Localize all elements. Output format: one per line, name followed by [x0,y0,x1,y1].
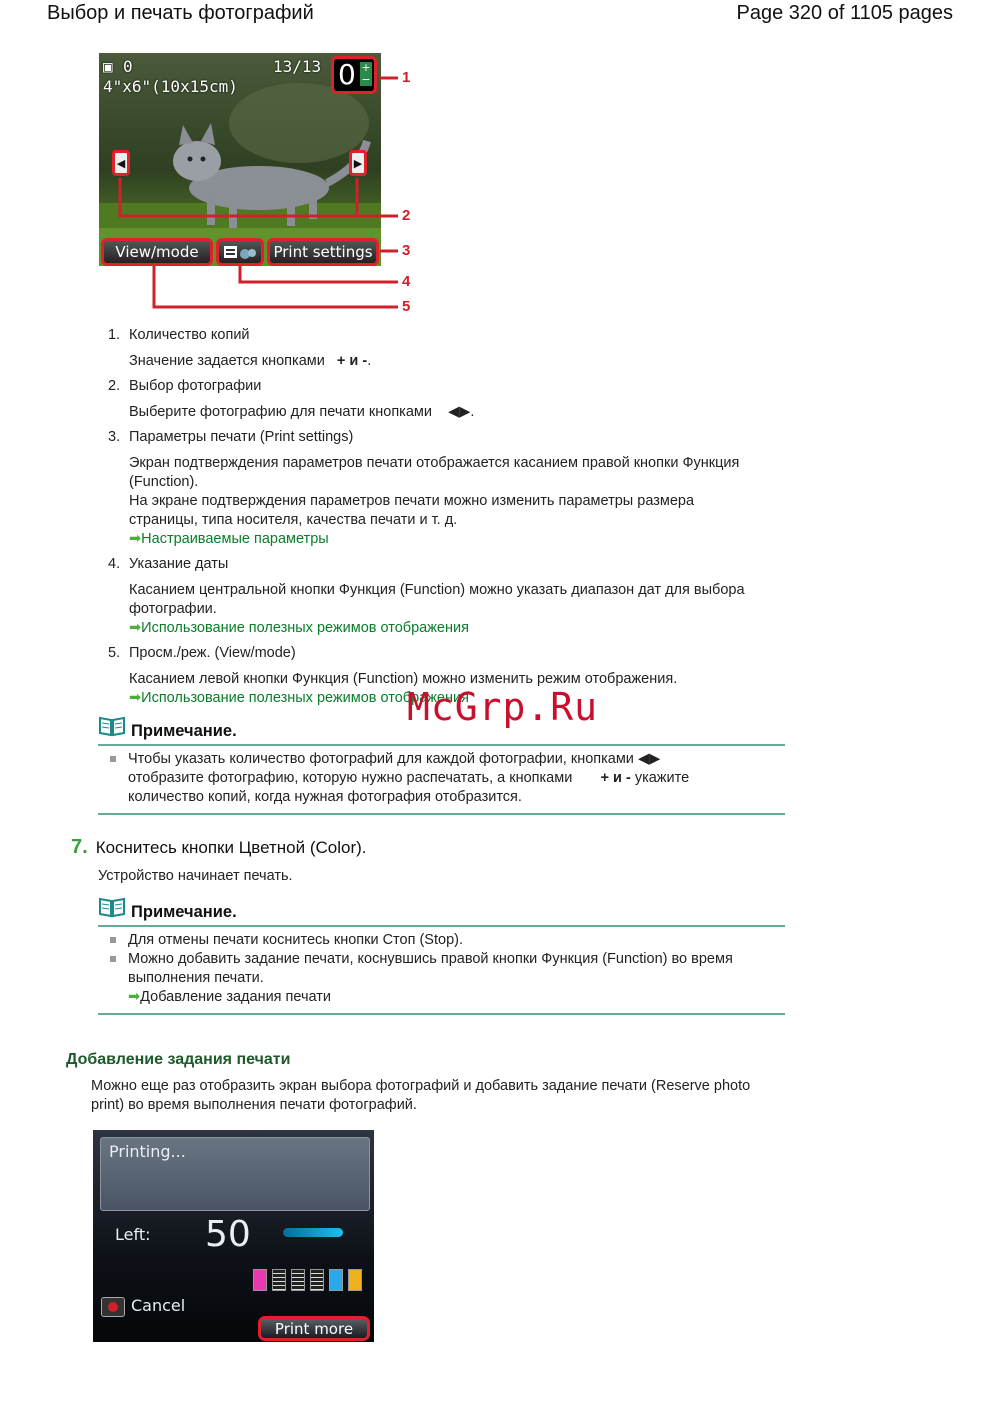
callout-lines [0,0,1000,330]
arrow-right-icon: ➡ [129,531,142,547]
note-book-icon [98,715,126,737]
note-box-1 [98,718,785,815]
ink-cartridge [310,1269,324,1291]
note-book-icon [98,896,126,918]
list-item: 1. Количество копий Значение задается кнопками + и -. [108,327,372,369]
callout-3: 3 [402,242,411,259]
watermark: McGrp.Ru [407,685,599,729]
callout-descriptions [108,326,748,708]
note-box-2 [98,899,785,1015]
view-mode-button[interactable]: View/mode [101,238,213,266]
cancel-label[interactable]: Cancel [131,1296,186,1315]
ink-cartridge [348,1269,362,1291]
link-custom-settings[interactable]: ➡Настраиваемые параметры [129,531,329,547]
arrow-right-icon: ➡ [129,620,142,636]
arrow-right-icon: ➡ [128,989,141,1005]
paper-size: 4"x6"(10x15cm) [103,77,238,96]
list-item: 3. Параметры печати (Print settings) Экран подтверждения параметров печати отображается касанием правой кнопки Функция (Function). На экране подтверждения параметров печати можно изменить параметры размера страницы, типа носителя, качества печати и т. д. ➡Настраиваемые параметры [108,428,748,549]
note-title: Примечание. [131,903,237,921]
section-text: Можно еще раз отобразить экран выбора фотографий и добавить задание печати (Reserve photo print) во время выполнения печати фотографий. [91,1078,751,1113]
ink-cartridge [329,1269,343,1291]
ink-cartridge [253,1269,267,1291]
printing-label: Printing... [109,1142,186,1161]
note-bullet: Для отмены печати коснитесь кнопки Стоп (Stop). [98,931,785,950]
callout-4: 4 [402,273,411,290]
lcd-printing-screen [93,1130,374,1342]
progress-bar [283,1228,343,1237]
link-display-modes-2[interactable]: ➡Использование полезных режимов отображения [129,690,469,706]
list-item: 4. Указание даты Касанием центральной кнопки Функция (Function) можно указать диапазон дат для выбора фотографии. ➡Использование полезных режимов отображения [108,555,748,638]
photo-stack-icon: ▣ [103,57,113,76]
frame-counter: 13/13 [273,57,322,76]
status-count: 0 [123,57,133,76]
left-arrow-icon: ◀ [116,157,126,170]
note-title: Примечание. [131,722,237,740]
stop-icon[interactable] [101,1297,125,1317]
link-add-print-job[interactable]: ➡Добавление задания печати [128,989,332,1005]
link-display-modes[interactable]: ➡Использование полезных режимов отображения [129,620,469,636]
print-settings-button[interactable]: Print settings [267,238,379,266]
page-counter: Page 320 of 1105 pages [736,2,953,24]
ink-cartridge [272,1269,286,1291]
copies-value: 0 [338,58,356,91]
list-item: 2. Выбор фотографии Выберите фотографию для печати кнопками ◀▶. [108,378,475,420]
callout-1: 1 [402,69,411,86]
callout-2: 2 [402,207,411,224]
section-heading: Добавление задания печати [66,1051,291,1068]
right-arrow-icon: ▶ [353,157,363,170]
document-title: Выбор и печать фотографий [47,2,314,24]
callout-5: 5 [402,298,411,315]
left-label: Left: [115,1225,151,1244]
left-value: 50 [205,1214,251,1255]
list-item: 5. Просм./реж. (View/mode) Касанием левой кнопки Функция (Function) можно изменить режим отображения. ➡Использование полезных режимов отображения [108,644,748,708]
step-7-description: Устройство начинает печать. [98,868,293,884]
step-7: 7. Коснитесь кнопки Цветной (Color). [71,836,367,858]
minus-icon[interactable]: − [361,73,371,86]
note-bullet: Можно добавить задание печати, коснувшись правой кнопки Функция (Function) во время выполнения печати. [98,950,785,988]
note-bullet: Чтобы указать количество фотографий для каждой фотографии, кнопками ◀▶ отобразите фотографию, которую нужно распечатать, а кнопками + и - укажите количество копий, когда нужная фотография отобразится. [98,750,785,807]
print-more-button[interactable]: Print more [258,1316,370,1341]
arrow-right-icon: ➡ [129,690,142,706]
plus-icon[interactable]: + [361,61,371,74]
ink-cartridge [291,1269,305,1291]
